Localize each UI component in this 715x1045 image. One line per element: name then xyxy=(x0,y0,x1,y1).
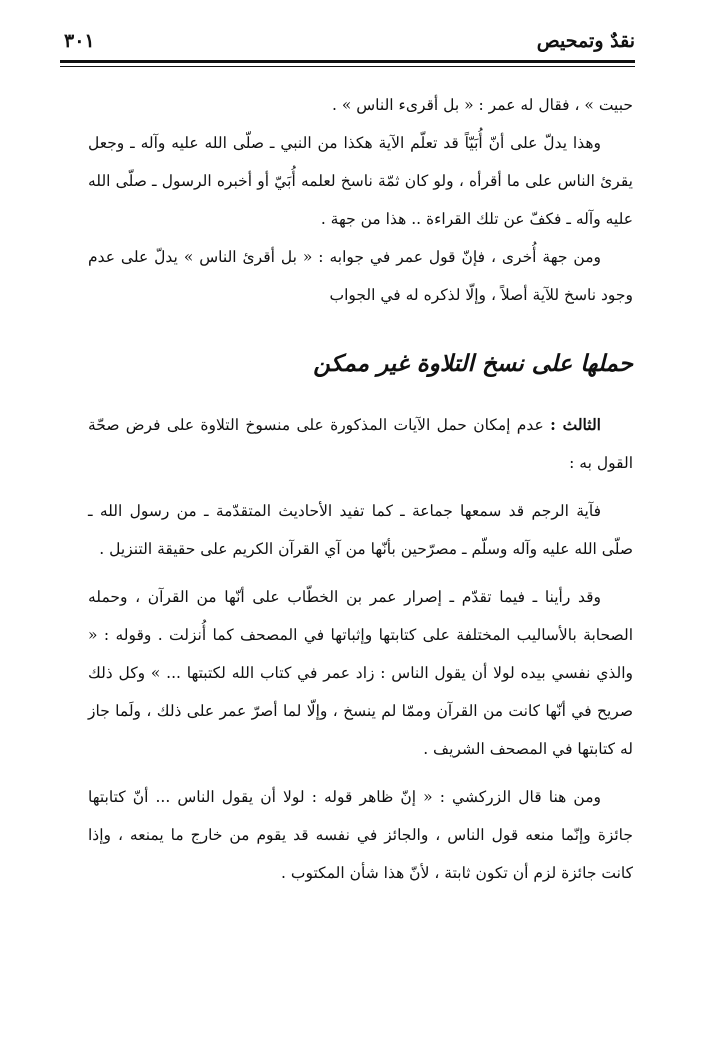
paragraph-umar-insistence: وقد رأينا ـ فيما تقدّم ـ إصرار عمر بن الخطّاب على أنّها من القرآن ، وحمله الصحابة بالأساليب المختلفة على كتابتها وإثباتها في المصحف كما أُنزلت . وقوله : « والذي نفسي بيده لولا أن يقول الناس : زاد عمر في كتاب الله لكتبتها ... » وكل ذلك صريح في أنّها كانت من القرآن وممّا لم ينسخ ، وإلّا لما أصرّ عمر على ذلك ، ولَما جاز له كتابتها في المصحف الشريف . xyxy=(88,588,633,758)
header-rule-thick xyxy=(60,60,635,63)
third-point-label: الثالث : xyxy=(550,415,601,434)
section-heading: حملها على نسخ التلاوة غير ممكن xyxy=(313,350,633,377)
body-text xyxy=(88,86,633,892)
page-number: ٣٠١ xyxy=(64,30,95,52)
paragraph-other-aspect: ومن جهة أُخرى ، فإنّ قول عمر في جوابه : « بل أقرئ الناس » يدلّ على عدم وجود ناسخ للآية أصلاً ، وإلّا لذكره له في الجواب xyxy=(88,248,633,304)
running-title: نقدٌ وتمحيص xyxy=(536,30,635,52)
header-rule-thin xyxy=(60,66,635,67)
paragraph-ubayy-learned: وهذا يدلّ على أنّ أُبَيّاً قد تعلّم الآية هكذا من النبي ـ صلّى الله عليه وآله ـ وجعل يقرئ الناس على ما أقرأه ، ولو كان ثمّة ناسخ لعلمه أُبَيّ أو أخبره الرسول ـ صلّى الله عليه وآله ـ فكفّ عن تلك القراءة .. هذا من جهة . xyxy=(88,134,633,228)
paragraph-third-point xyxy=(88,406,633,482)
page-header xyxy=(60,28,635,62)
third-point-text: عدم إمكان حمل الآيات المذكورة على منسوخ التلاوة على فرض صحّة القول به : xyxy=(88,416,633,472)
paragraph-zarkashi-quote: ومن هنا قال الزركشي : « إنّ ظاهر قوله : لولا أن يقول الناس ... أنّ كتابتها جائزة وإنّما منعه قول الناس ، والجائز في نفسه قد يقوم من خارج ما يمنعه ، وإذا كانت جائزة لزم أن تكون ثابتة ، لأنّ هذا شأن المكتوب . xyxy=(88,788,633,882)
paragraph-stoning-verse: فآية الرجم قد سمعها جماعة ـ كما تفيد الأحاديث المتقدّمة ـ من رسول الله ـ صلّى الله عليه وآله وسلّم ـ مصرّحين بأنّها من آي القرآن الكريم على حقيقة التنزيل . xyxy=(88,502,633,558)
paragraph-continuation: حبيت » ، فقال له عمر : « بل أقرىء الناس » . xyxy=(331,96,633,114)
